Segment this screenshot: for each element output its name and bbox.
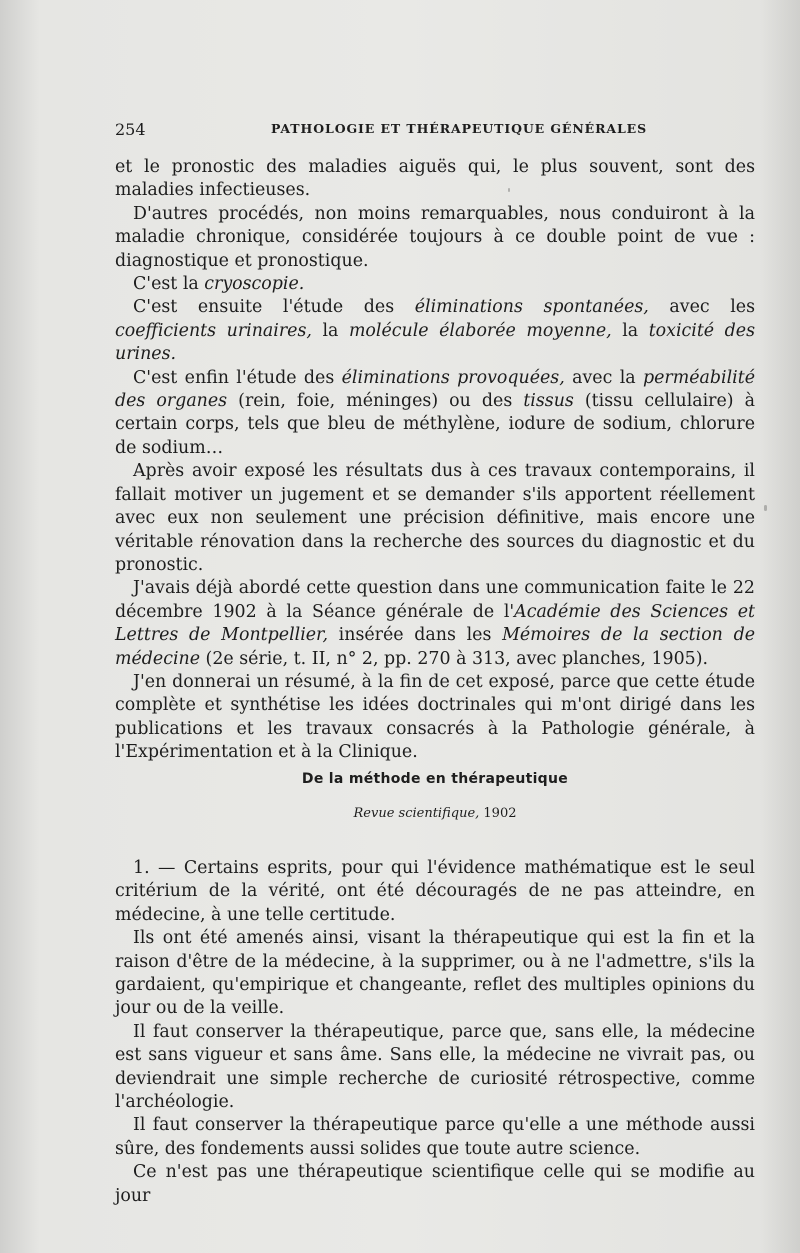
section-source: Revue scientifique, 1902 xyxy=(353,806,517,821)
paragraph: J'avais déjà abordé cette question dans une communication faite le 22 décembre 1902 à la Séance générale de l'Académie des Sciences et Lettres de Montpellier, insérée dans les Mémoires de la section de médecine (2e série, t. II, n° 2, pp. 270 à 313, avec planches, 1905). xyxy=(115,578,755,669)
paragraph: Ils ont été amenés ainsi, visant la thérapeutique qui est la fin et la raison d'être de la médecine, à la supprimer, ou à ne l'admettre, s'ils la gardaient, qu'empirique et changeante, reflet des multiples opinions du jour ou de la veille. xyxy=(115,928,755,1019)
paragraph: et le pronostic des maladies aiguës qui, le plus souvent, sont des maladies infectieuses. xyxy=(115,157,755,201)
page-number: 254 xyxy=(115,120,146,139)
paragraph: D'autres procédés, non moins remarquables, nous conduiront à la maladie chronique, considérée toujours à ce double point de vue : diagnostique et pronostique. xyxy=(115,203,755,271)
paragraph: Il faut conserver la thérapeutique parce qu'elle a une méthode aussi sûre, des fondements aussi solides que toute autre science. xyxy=(115,1115,755,1159)
running-title: PATHOLOGIE ET THÉRAPEUTIQUE GÉNÉRALES xyxy=(271,121,648,136)
paragraph: Il faut conserver la thérapeutique, parce que, sans elle, la médecine est sans vigueur et sans âme. Sans elle, la médecine ne vivrait pas, ou deviendrait une simple recherche de curiosité rétrospective, comme l'archéologie. xyxy=(115,1021,755,1113)
paragraph: C'est enfin l'étude des éliminations provoquées, avec la perméabilité des organes (rein, foie, méninges) ou des tissus (tissu cellulaire) à certain corps, tels que bleu de méthylène, iodure de sodium, chlorure de sodium… xyxy=(115,367,755,458)
paragraph: Ce n'est pas une thérapeutique scientifique celle qui se modifie au jour xyxy=(115,1162,755,1206)
paragraph: C'est la cryoscopie. xyxy=(133,274,305,295)
section-title: De la méthode en thérapeutique xyxy=(301,771,569,787)
body-text-top xyxy=(115,156,755,765)
paragraph: C'est ensuite l'étude des éliminations spontanées, avec les coefficients urinaires, la molécule élaborée moyenne, la toxicité des urines. xyxy=(115,297,755,365)
paper-speck xyxy=(508,188,510,192)
paper-speck xyxy=(764,505,767,511)
paragraph: Après avoir exposé les résultats dus à ces travaux contemporains, il fallait motiver un jugement et se demander s'ils apportent réellement avec eux non seulement une précision définitive, mais encore une véritable rénovation dans la recherche des sources du diagnostic et du pronostic. xyxy=(115,461,755,575)
paragraph: 1. — Certains esprits, pour qui l'évidence mathématique est le seul critérium de la vérité, ont été découragés de ne pas atteindre, en médecine, à une telle certitude. xyxy=(115,858,755,925)
page-header xyxy=(115,120,755,142)
body-text-bottom xyxy=(115,857,755,1208)
paragraph: J'en donnerai un résumé, à la fin de cet exposé, parce que cette étude complète et synthétise les idées doctrinales qui m'ont dirigé dans les publications et les travaux consacrés à la Pathologie générale, à l'Expérimentation et à la Clinique. xyxy=(115,671,755,763)
